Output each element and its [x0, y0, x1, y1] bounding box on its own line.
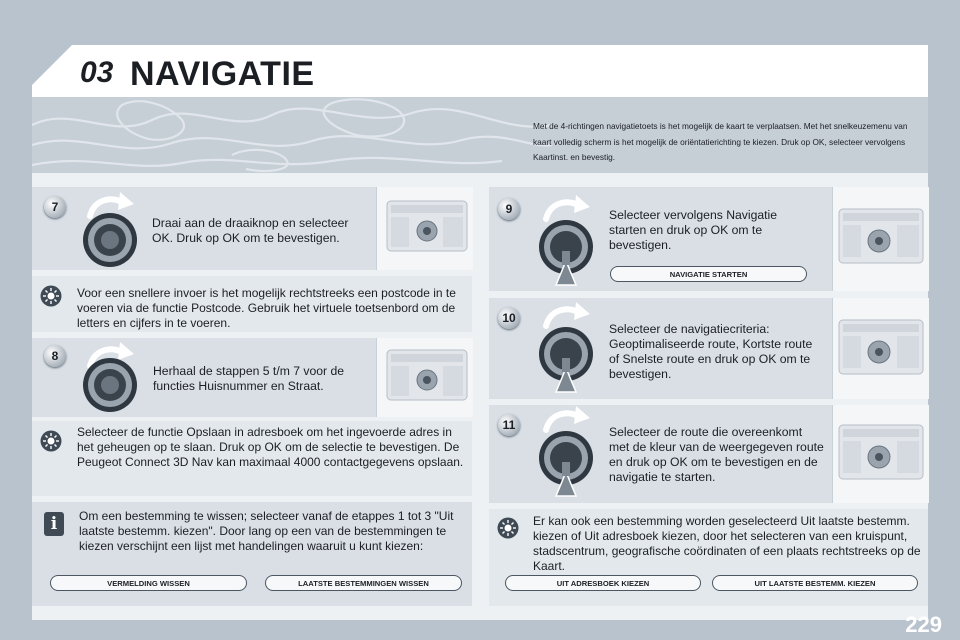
info-icon: i: [44, 512, 64, 536]
rotary-knob-push-icon: [536, 406, 600, 504]
step-10-badge: 10: [498, 307, 520, 329]
step-11-text: Selecteer de route die overeenkomt met de kleur van de weergegeven route en druk op OK om te bevestigen en de navigatie te starten.: [609, 425, 824, 484]
tip-sun-icon: [40, 285, 62, 307]
step-8-text: Herhaal de stappen 5 t/m 7 voor de functies Huisnummer en Straat.: [153, 364, 345, 393]
step-7-badge: 7: [44, 196, 66, 218]
head-unit-illustration: [376, 187, 473, 270]
tip-alternatives-text: Er kan ook een bestemming worden geselecteerd Uit laatste bestemm. kiezen of Uit adresboek kiezen, door het selecteren van een kruispunt, stadscentrum, geografische coördinaten of een plaats rechtstreeks op de Kaart.: [533, 514, 921, 573]
head-unit-illustration: [832, 187, 929, 291]
step-9-badge: 9: [498, 198, 520, 220]
page-title: NAVIGATIE: [130, 55, 315, 93]
head-unit-illustration: [832, 298, 929, 399]
step-9-text: Selecteer vervolgens Navigatie starten en druk op OK om te bevestigen.: [609, 208, 778, 252]
choose-from-addressbook-button[interactable]: UIT ADRESBOEK KIEZEN: [505, 575, 701, 591]
head-unit-illustration: [376, 338, 473, 417]
head-unit-illustration: [832, 405, 929, 503]
info-text: Om een bestemming te wissen; selecteer vanaf de etappes 1 tot 3 "Uit laatste bestemm. kiezen". Door lang op een van de bestemmingen te kiezen verschijnt een lijst met handelingen waaruit u kunt kiezen:: [79, 509, 454, 553]
start-navigation-button[interactable]: NAVIGATIE STARTEN: [610, 266, 807, 282]
step-8-badge: 8: [44, 345, 66, 367]
tip-sun-icon: [40, 430, 62, 452]
tip-sun-icon: [497, 517, 519, 539]
step-11-badge: 11: [498, 414, 520, 436]
step-10-text: Selecteer de navigatiecriteria: Geoptimaliseerde route, Kortste route of Snelste route en druk op OK om te bevestigen.: [609, 322, 813, 381]
delete-recent-destinations-button[interactable]: LAATSTE BESTEMMINGEN WISSEN: [265, 575, 462, 591]
chapter-number: 03: [80, 56, 114, 89]
rotary-knob-icon: [80, 190, 140, 272]
page-number: 229: [905, 612, 942, 637]
rotary-knob-icon: [80, 340, 140, 422]
tip-postcode-text: Voor een snellere invoer is het mogelijk rechtstreeks een postcode in te voeren via de functie Postcode. Gebruik het virtuele toetsenbord om de letters en cijfers in te voeren.: [77, 286, 456, 330]
step-7-text: Draai aan de draaiknop en selecteer OK. Druk op OK om te bevestigen.: [152, 216, 349, 245]
choose-recent-destinations-button[interactable]: UIT LAATSTE BESTEMM. KIEZEN: [712, 575, 918, 591]
header-description: Met de 4-richtingen navigatietoets is het mogelijk de kaart te verplaatsen. Met het snelkeuzemenu van kaart volledig scherm is het mogelijk de oriëntatierichting te kiezen. Druk op OK, selecteer vervolgens Kaartinst. en bevestig.: [533, 121, 908, 162]
delete-entry-button[interactable]: VERMELDING WISSEN: [50, 575, 247, 591]
tip-addressbook-text: Selecteer de functie Opslaan in adresboek om het ingevoerde adres in het geheugen op te slaan. Druk op OK om de selectie te bevestigen. De Peugeot Connect 3D Nav kan maximaal 4000 contactgegevens opslaan.: [77, 425, 464, 469]
rotary-knob-push-icon: [536, 195, 600, 293]
rotary-knob-push-icon: [536, 302, 600, 400]
